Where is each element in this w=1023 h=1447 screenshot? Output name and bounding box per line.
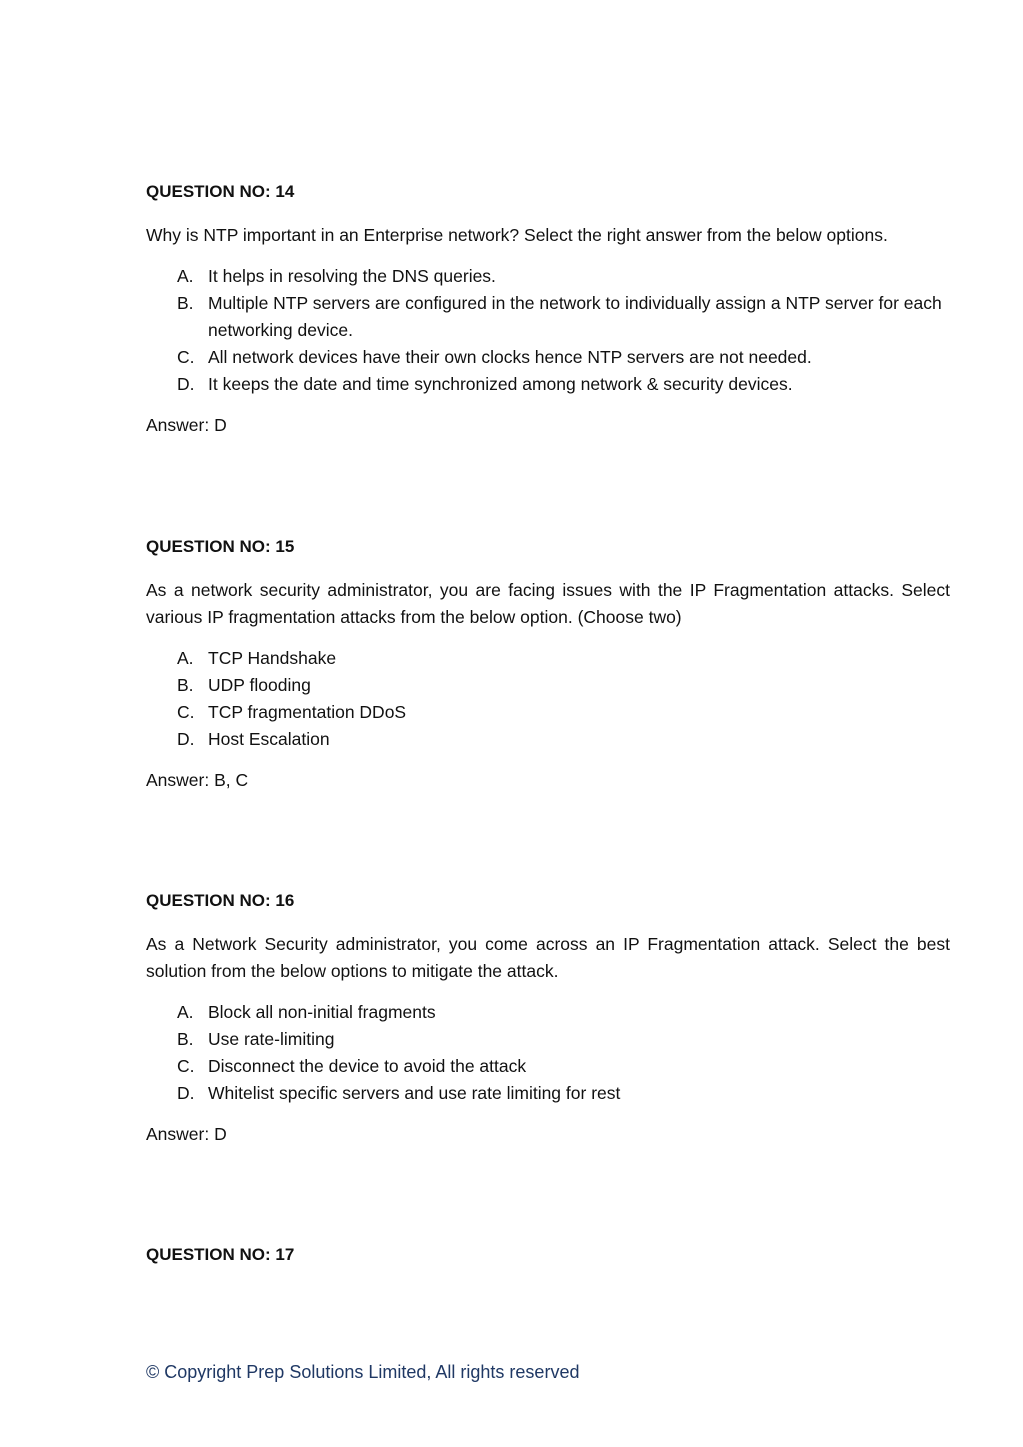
option-a [146,999,950,1026]
answer: Answer: D [146,1124,227,1144]
question-title: QUESTION NO: 14 [146,182,295,201]
option-letter: D. [177,729,195,749]
option-d [146,1080,950,1107]
option-text: Whitelist specific servers and use rate limiting for rest [208,1083,621,1103]
option-letter: C. [177,347,195,367]
options-list [146,263,950,398]
option-letter: A. [177,266,194,286]
option-c [146,699,950,726]
answer: Answer: D [146,415,227,435]
option-letter: D. [177,374,195,394]
option-d [146,371,950,398]
question-14 [146,181,950,439]
document-page [146,0,950,1447]
option-c [146,1053,950,1080]
option-letter: D. [177,1083,195,1103]
option-letter: A. [177,1002,194,1022]
option-text: Host Escalation [208,729,330,749]
question-15 [146,536,950,794]
option-text: Disconnect the device to avoid the attack [208,1056,527,1076]
question-16 [146,890,950,1148]
option-text: TCP Handshake [208,648,337,668]
option-a [146,263,950,290]
option-text: It keeps the date and time synchronized among network & security devices. [208,374,793,394]
option-b [146,290,950,344]
option-text: UDP flooding [208,675,311,695]
option-letter: B. [177,1029,194,1049]
option-letter: B. [177,293,194,313]
option-letter: A. [177,648,194,668]
option-b [146,672,950,699]
option-c [146,344,950,371]
option-b [146,1026,950,1053]
option-letter: C. [177,702,195,722]
question-17 [146,1244,950,1266]
option-letter: C. [177,1056,195,1076]
option-text: Use rate-limiting [208,1029,335,1049]
question-text: As a Network Security administrator, you come across an IP Fragmentation attack. Select the best solution from the below options to mitigate the attack. [146,934,950,981]
option-text: All network devices have their own clocks hence NTP servers are not needed. [208,347,812,367]
options-list [146,645,950,753]
copyright-footer: © Copyright Prep Solutions Limited, All rights reserved [146,1362,580,1382]
question-title: QUESTION NO: 15 [146,537,295,556]
question-title: QUESTION NO: 17 [146,1245,295,1264]
option-a [146,645,950,672]
question-text: Why is NTP important in an Enterprise network? Select the right answer from the below options. [146,225,888,245]
option-text: Block all non-initial fragments [208,1002,436,1022]
option-letter: B. [177,675,194,695]
question-text: As a network security administrator, you are facing issues with the IP Fragmentation attacks. Select various IP fragmentation attacks from the below option. (Choose two) [146,580,950,627]
option-text: It helps in resolving the DNS queries. [208,266,496,286]
option-text: Multiple NTP servers are configured in the network to individually assign a NTP server for each networking device. [208,293,942,340]
answer: Answer: B, C [146,770,249,790]
option-text: TCP fragmentation DDoS [208,702,407,722]
question-title: QUESTION NO: 16 [146,891,295,910]
option-d [146,726,950,753]
options-list [146,999,950,1107]
